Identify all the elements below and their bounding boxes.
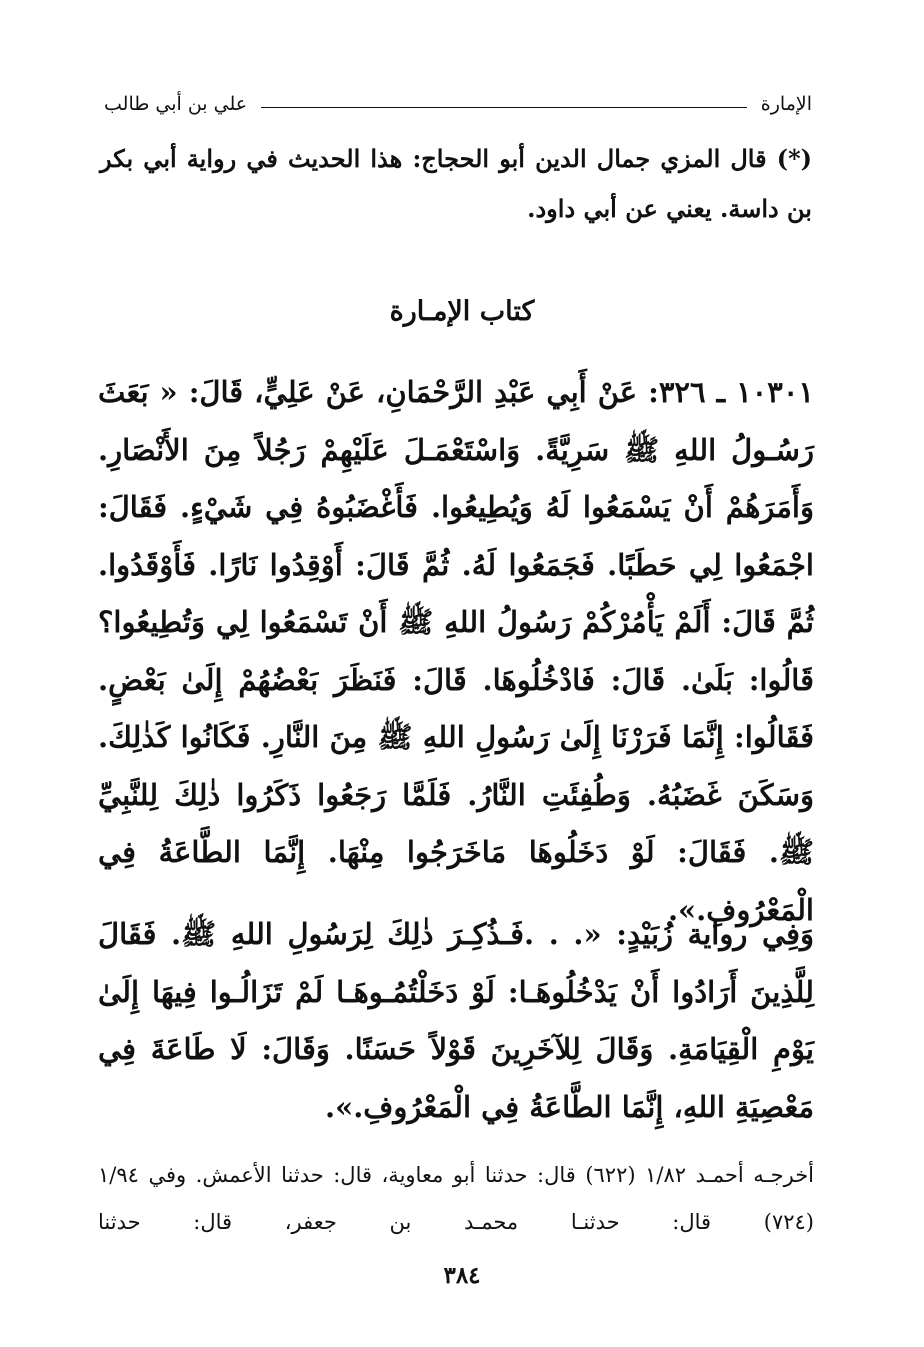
header-rule xyxy=(261,107,747,108)
running-header xyxy=(104,86,812,122)
chapter-title: كتاب الإمـارة xyxy=(389,296,535,327)
section-title: الإمارة xyxy=(760,93,812,115)
variant-narration: وَفِي رواية زُبَيْدٍ: «. . .فَـذُكِـرَ ذٰلِكَ لِرَسُولِ اللهِ ﷺ. فَقَالَ لِلَّذِينَ أَرَادُوا أَنْ يَدْخُلُوهَـا: لَوْ دَخَلْتُمُـوهَـا لَمْ تَزَالُـوا فِيهَا إِلَىٰ يَوْمِ الْقِيَامَةِ. وَقَالَ لِلآخَرِينَ قَوْلاً حَسَنًا. وَقَالَ: لَا طَاعَةَ فِي مَعْصِيَةِ اللهِ، إِنَّمَا الطَّاعَةُ فِي الْمَعْرُوفِ.». xyxy=(98,917,814,1124)
narrator-title: علي بن أبي طالب xyxy=(104,93,248,115)
hadith-text: ١٠٣٠١ ـ ٣٢٦: عَنْ أَبِي عَبْدِ الرَّحْمَانِ، عَنْ عَلِيٍّ، قَالَ: « بَعَثَ رَسُـولُ اللهِ ﷺ سَرِيَّةً. وَاسْتَعْمَـلَ عَلَيْهِمْ رَجُلاً مِنَ الأَنْصَارِ. وَأَمَرَهُمْ أَنْ يَسْمَعُوا لَهُ وَيُطِيعُوا. فَأَغْضَبُوهُ فِي شَيْءٍ. فَقَالَ: اجْمَعُوا لِي حَطَبًا. فَجَمَعُوا لَهُ. ثُمَّ قَالَ: أَوْقِدُوا نَارًا. فَأَوْقَدُوا. ثُمَّ قَالَ: أَلَمْ يَأْمُرْكُمْ رَسُولُ اللهِ ﷺ أَنْ تَسْمَعُوا لِي وَتُطِيعُوا؟ قَالُوا: بَلَىٰ. قَالَ: فَادْخُلُوهَا. قَالَ: فَنَظَرَ بَعْضُهُمْ إِلَىٰ بَعْضٍ. فَقَالُوا: إِنَّمَا فَرَرْنَا إِلَىٰ رَسُولِ اللهِ ﷺ مِنَ النَّارِ. فَكَانُوا كَذٰلِكَ. وَسَكَنَ غَضَبُهُ. وَطُفِئَتِ النَّارُ. فَلَمَّا رَجَعُوا ذَكَرُوا ذٰلِكَ لِلنَّبِيِّ ﷺ. فَقَالَ: لَوْ دَخَلُوهَا مَاخَرَجُوا مِنْهَا. إِنَّمَا الطَّاعَةُ فِي الْمَعْرُوفِ.». xyxy=(98,375,814,927)
page-number: ٣٨٤ xyxy=(443,1262,481,1289)
footnote-note: (*) قال المزي جمال الدين أبو الحجاج: هذا الحديث في رواية أبي بكر بن داسة. يعني عن أبي داود. xyxy=(100,144,812,223)
takhrij-text: أخرجـه أحمـد ١/٨٢ (٦٢٢) قال: حدثنا أبو معاوية، قال: حدثنا الأعمش. وفي ١/٩٤ (٧٢٤) قال: حدثنـا محمـد بن جعفر، قال: حدثنا xyxy=(98,1163,815,1234)
